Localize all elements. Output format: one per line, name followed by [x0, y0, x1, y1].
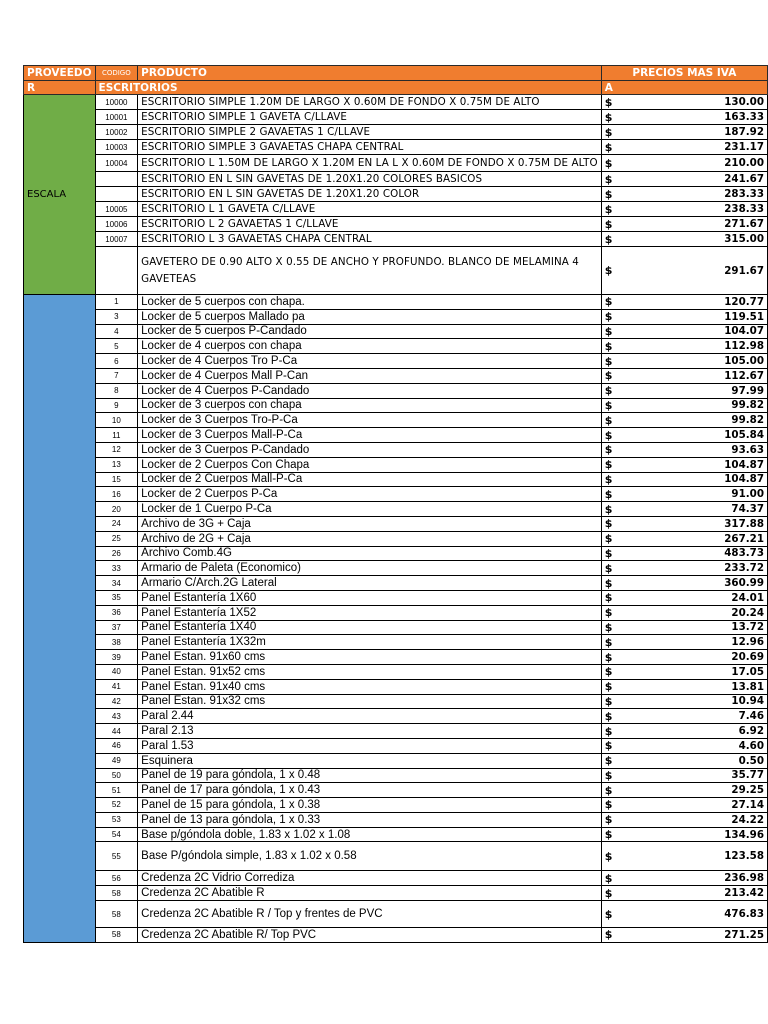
row-code: 40 — [95, 664, 138, 679]
currency-symbol: $ — [601, 442, 676, 457]
row-code: 56 — [95, 871, 138, 886]
row-product: ESCRITORIO L 2 GAVAETAS 1 C/LLAVE — [138, 217, 602, 232]
item-row — [24, 368, 768, 383]
currency-symbol: $ — [601, 110, 676, 125]
currency-symbol: $ — [601, 531, 676, 546]
row-price: 238.33 — [676, 202, 767, 217]
row-product: Locker de 4 cuerpos con chapa — [138, 339, 602, 354]
row-product: Panel Estantería 1X60 — [138, 590, 602, 605]
row-code: 35 — [95, 590, 138, 605]
currency-symbol: $ — [601, 620, 676, 635]
item-row — [24, 753, 768, 768]
desk-row — [24, 155, 768, 172]
row-product: ESCRITORIO L 1.50M DE LARGO X 1.20M EN LA L X 0.60M DE FONDO X 0.75M DE ALTO — [138, 155, 602, 172]
row-price: 112.67 — [676, 368, 767, 383]
row-price: 4.60 — [676, 738, 767, 753]
item-row — [24, 472, 768, 487]
currency-symbol: $ — [601, 768, 676, 783]
row-price: 24.01 — [676, 590, 767, 605]
currency-symbol: $ — [601, 709, 676, 724]
item-row — [24, 694, 768, 709]
row-price: 134.96 — [676, 827, 767, 842]
desk-row — [24, 202, 768, 217]
row-price: 231.17 — [676, 140, 767, 155]
row-code: 58 — [95, 928, 138, 943]
item-row — [24, 339, 768, 354]
row-product: Locker de 3 cuerpos con chapa — [138, 398, 602, 413]
row-price: 99.82 — [676, 413, 767, 428]
item-row — [24, 709, 768, 724]
row-spacer — [446, 140, 601, 155]
currency-symbol: $ — [601, 457, 676, 472]
row-code: 10007 — [95, 232, 138, 247]
row-code: 34 — [95, 576, 138, 591]
row-code: 38 — [95, 635, 138, 650]
row-product: GAVETERO DE 0.90 ALTO X 0.55 DE ANCHO Y PROFUNDO. BLANCO DE MELAMINA 4 GAVETEAS — [138, 247, 602, 295]
row-product: Credenza 2C Abatible R — [138, 886, 602, 901]
row-price: 20.69 — [676, 650, 767, 665]
row-code: 25 — [95, 531, 138, 546]
item-row — [24, 650, 768, 665]
item-row — [24, 620, 768, 635]
row-price: 7.46 — [676, 709, 767, 724]
header-precios-cont: A — [601, 81, 767, 95]
row-code: 41 — [95, 679, 138, 694]
row-code: 10000 — [95, 95, 138, 110]
item-row — [24, 783, 768, 798]
row-product: Credenza 2C Abatible R/ Top PVC — [138, 928, 602, 943]
currency-symbol: $ — [601, 635, 676, 650]
item-row — [24, 928, 768, 943]
row-product: Panel Estan. 91x60 cms — [138, 650, 602, 665]
desk-row — [24, 95, 768, 110]
row-price: 267.21 — [676, 531, 767, 546]
row-price: 213.42 — [676, 886, 767, 901]
currency-symbol: $ — [601, 901, 676, 928]
currency-symbol: $ — [601, 812, 676, 827]
row-price: 10.94 — [676, 694, 767, 709]
row-price: 104.87 — [676, 457, 767, 472]
currency-symbol: $ — [601, 694, 676, 709]
currency-symbol: $ — [601, 783, 676, 798]
row-product: Panel de 13 para góndola, 1 x 0.33 — [138, 812, 602, 827]
row-product: ESCRITORIO SIMPLE 3 GAVAETAS CHAPA CENTRAL — [138, 140, 447, 155]
item-row — [24, 442, 768, 457]
row-price: 104.87 — [676, 472, 767, 487]
row-product: Locker de 2 Cuerpos Mall-P-Ca — [138, 472, 602, 487]
row-product: ESCRITORIO L 3 GAVAETAS CHAPA CENTRAL — [138, 232, 602, 247]
row-product: Locker de 3 Cuerpos Mall-P-Ca — [138, 428, 602, 443]
row-code: 44 — [95, 724, 138, 739]
currency-symbol: $ — [601, 155, 676, 172]
desk-row — [24, 110, 768, 125]
price-list-table — [23, 65, 768, 943]
desk-row — [24, 232, 768, 247]
item-row — [24, 605, 768, 620]
row-price: 483.73 — [676, 546, 767, 561]
row-product: Locker de 5 cuerpos con chapa. — [138, 295, 602, 310]
item-row — [24, 354, 768, 369]
row-product: ESCRITORIO SIMPLE 1.20M DE LARGO X 0.60M DE FONDO X 0.75M DE ALTO — [138, 95, 602, 110]
row-price: 29.25 — [676, 783, 767, 798]
currency-symbol: $ — [601, 561, 676, 576]
currency-symbol: $ — [601, 428, 676, 443]
item-row — [24, 635, 768, 650]
row-product: Armario de Paleta (Economico) — [138, 561, 602, 576]
row-code: 24 — [95, 516, 138, 531]
row-price: 163.33 — [676, 110, 767, 125]
item-row — [24, 812, 768, 827]
currency-symbol: $ — [601, 590, 676, 605]
row-product: Panel Estan. 91x40 cms — [138, 679, 602, 694]
currency-symbol: $ — [601, 842, 676, 871]
row-code: 10004 — [95, 155, 138, 172]
row-product: Base p/góndola doble, 1.83 x 1.02 x 1.08 — [138, 827, 602, 842]
row-code: 10002 — [95, 125, 138, 140]
currency-symbol: $ — [601, 232, 676, 247]
row-price: 6.92 — [676, 724, 767, 739]
row-product: ESCRITORIO EN L SIN GAVETAS DE 1.20X1.20 COLOR — [138, 187, 602, 202]
currency-symbol: $ — [601, 487, 676, 502]
row-price: 210.00 — [676, 155, 767, 172]
item-row — [24, 295, 768, 310]
row-price: 104.07 — [676, 324, 767, 339]
currency-symbol: $ — [601, 516, 676, 531]
item-row — [24, 576, 768, 591]
currency-symbol: $ — [601, 368, 676, 383]
desk-row — [24, 217, 768, 232]
currency-symbol: $ — [601, 664, 676, 679]
row-price: 271.67 — [676, 217, 767, 232]
currency-symbol: $ — [601, 413, 676, 428]
currency-symbol: $ — [601, 472, 676, 487]
row-code: 58 — [95, 901, 138, 928]
item-row — [24, 428, 768, 443]
row-product: Locker de 4 Cuerpos P-Candado — [138, 383, 602, 398]
row-code: 43 — [95, 709, 138, 724]
row-price: 187.92 — [676, 125, 767, 140]
row-product: Panel de 19 para góndola, 1 x 0.48 — [138, 768, 602, 783]
item-row — [24, 309, 768, 324]
currency-symbol: $ — [601, 172, 676, 187]
currency-symbol: $ — [601, 827, 676, 842]
header-codigo: CODIGO — [95, 66, 138, 81]
header-producto: PRODUCTO — [138, 66, 602, 81]
item-row — [24, 664, 768, 679]
currency-symbol: $ — [601, 95, 676, 110]
row-code: 9 — [95, 398, 138, 413]
currency-symbol: $ — [601, 679, 676, 694]
row-price: 35.77 — [676, 768, 767, 783]
item-row — [24, 798, 768, 813]
row-price: 13.72 — [676, 620, 767, 635]
row-code: 58 — [95, 886, 138, 901]
header-proveedor-cont: R — [24, 81, 96, 95]
row-code: 51 — [95, 783, 138, 798]
currency-symbol: $ — [601, 546, 676, 561]
row-price: 0.50 — [676, 753, 767, 768]
row-price: 20.24 — [676, 605, 767, 620]
row-code: 10001 — [95, 110, 138, 125]
row-product: Panel Estantería 1X52 — [138, 605, 602, 620]
row-product: Locker de 5 cuerpos Mallado pa — [138, 309, 602, 324]
row-code: 49 — [95, 753, 138, 768]
currency-symbol: $ — [601, 309, 676, 324]
row-code: 37 — [95, 620, 138, 635]
desk-row — [24, 247, 768, 295]
row-product: ESCRITORIO EN L SIN GAVETAS DE 1.20X1.20 COLORES BASICOS — [138, 172, 602, 187]
currency-symbol: $ — [601, 576, 676, 591]
currency-symbol: $ — [601, 928, 676, 943]
row-code — [95, 187, 138, 202]
row-price: 317.88 — [676, 516, 767, 531]
currency-symbol: $ — [601, 886, 676, 901]
item-row — [24, 457, 768, 472]
item-row — [24, 679, 768, 694]
currency-symbol: $ — [601, 324, 676, 339]
row-product: Archivo de 3G + Caja — [138, 516, 602, 531]
currency-symbol: $ — [601, 125, 676, 140]
row-code: 10005 — [95, 202, 138, 217]
row-product: Panel Estantería 1X32m — [138, 635, 602, 650]
item-row — [24, 827, 768, 842]
row-code: 16 — [95, 487, 138, 502]
row-product: Base P/góndola simple, 1.83 x 1.02 x 0.58 — [138, 842, 602, 871]
item-row — [24, 724, 768, 739]
row-code — [95, 247, 138, 295]
row-price: 119.51 — [676, 309, 767, 324]
provider-escala: ESCALA — [24, 95, 96, 295]
desk-row — [24, 172, 768, 187]
provider-blank — [24, 295, 96, 943]
row-code: 5 — [95, 339, 138, 354]
item-row — [24, 502, 768, 517]
row-product: Paral 1.53 — [138, 738, 602, 753]
item-row — [24, 398, 768, 413]
currency-symbol: $ — [601, 140, 676, 155]
row-product: Locker de 3 Cuerpos P-Candado — [138, 442, 602, 457]
currency-symbol: $ — [601, 502, 676, 517]
currency-symbol: $ — [601, 753, 676, 768]
row-price: 99.82 — [676, 398, 767, 413]
row-spacer — [446, 125, 601, 140]
row-price: 27.14 — [676, 798, 767, 813]
row-code: 8 — [95, 383, 138, 398]
currency-symbol: $ — [601, 650, 676, 665]
row-price: 105.00 — [676, 354, 767, 369]
currency-symbol: $ — [601, 798, 676, 813]
row-code: 15 — [95, 472, 138, 487]
row-product: Credenza 2C Abatible R / Top y frentes de PVC — [138, 901, 602, 928]
section-row — [24, 81, 768, 95]
row-code: 7 — [95, 368, 138, 383]
row-product: Archivo Comb.4G — [138, 546, 602, 561]
row-product: Panel Estan. 91x52 cms — [138, 664, 602, 679]
row-code: 53 — [95, 812, 138, 827]
row-price: 123.58 — [676, 842, 767, 871]
row-code: 42 — [95, 694, 138, 709]
currency-symbol: $ — [601, 339, 676, 354]
row-code: 6 — [95, 354, 138, 369]
row-product: ESCRITORIO L 1 GAVETA C/LLAVE — [138, 202, 602, 217]
row-product: Locker de 1 Cuerpo P-Ca — [138, 502, 602, 517]
row-product: Panel de 15 para góndola, 1 x 0.38 — [138, 798, 602, 813]
row-price: 233.72 — [676, 561, 767, 576]
row-price: 476.83 — [676, 901, 767, 928]
row-price: 91.00 — [676, 487, 767, 502]
row-price: 236.98 — [676, 871, 767, 886]
item-row — [24, 886, 768, 901]
row-product: Armario C/Arch.2G Lateral — [138, 576, 602, 591]
row-product: Panel Estantería 1X40 — [138, 620, 602, 635]
currency-symbol: $ — [601, 738, 676, 753]
row-code: 10 — [95, 413, 138, 428]
currency-symbol: $ — [601, 724, 676, 739]
row-product: Locker de 4 Cuerpos Mall P-Can — [138, 368, 602, 383]
currency-symbol: $ — [601, 398, 676, 413]
section-title: ESCRITORIOS — [95, 81, 601, 95]
header-row — [24, 66, 768, 81]
row-price: 315.00 — [676, 232, 767, 247]
item-row — [24, 546, 768, 561]
row-product: Credenza 2C Vidrio Corrediza — [138, 871, 602, 886]
row-code: 33 — [95, 561, 138, 576]
row-price: 12.96 — [676, 635, 767, 650]
currency-symbol: $ — [601, 187, 676, 202]
item-row — [24, 383, 768, 398]
row-price: 24.22 — [676, 812, 767, 827]
row-code: 46 — [95, 738, 138, 753]
row-product: Locker de 2 Cuerpos Con Chapa — [138, 457, 602, 472]
item-row — [24, 901, 768, 928]
row-code — [95, 172, 138, 187]
row-price: 112.98 — [676, 339, 767, 354]
currency-symbol: $ — [601, 871, 676, 886]
item-row — [24, 871, 768, 886]
row-product: Esquinera — [138, 753, 602, 768]
row-product: Locker de 2 Cuerpos P-Ca — [138, 487, 602, 502]
row-code: 55 — [95, 842, 138, 871]
header-precios: PRECIOS MAS IVA — [601, 66, 767, 81]
row-code: 50 — [95, 768, 138, 783]
row-product: Locker de 3 Cuerpos Tro-P-Ca — [138, 413, 602, 428]
row-product: ESCRITORIO SIMPLE 1 GAVETA C/LLAVE — [138, 110, 447, 125]
row-code: 1 — [95, 295, 138, 310]
row-spacer — [446, 110, 601, 125]
row-code: 52 — [95, 798, 138, 813]
row-code: 10003 — [95, 140, 138, 155]
desk-row — [24, 140, 768, 155]
row-price: 241.67 — [676, 172, 767, 187]
row-code: 3 — [95, 309, 138, 324]
item-row — [24, 561, 768, 576]
desk-row — [24, 187, 768, 202]
row-code: 11 — [95, 428, 138, 443]
currency-symbol: $ — [601, 202, 676, 217]
currency-symbol: $ — [601, 383, 676, 398]
row-code: 10006 — [95, 217, 138, 232]
row-price: 93.63 — [676, 442, 767, 457]
currency-symbol: $ — [601, 247, 676, 295]
row-product: Archivo de 2G + Caja — [138, 531, 602, 546]
row-product: Paral 2.44 — [138, 709, 602, 724]
row-price: 105.84 — [676, 428, 767, 443]
row-price: 17.05 — [676, 664, 767, 679]
row-product: ESCRITORIO SIMPLE 2 GAVAETAS 1 C/LLAVE — [138, 125, 447, 140]
row-code: 4 — [95, 324, 138, 339]
header-proveedor: PROVEEDO — [24, 66, 96, 81]
item-row — [24, 842, 768, 871]
desk-row — [24, 125, 768, 140]
row-product: Panel Estan. 91x32 cms — [138, 694, 602, 709]
item-row — [24, 324, 768, 339]
row-code: 54 — [95, 827, 138, 842]
currency-symbol: $ — [601, 605, 676, 620]
row-product: Paral 2.13 — [138, 724, 602, 739]
item-row — [24, 413, 768, 428]
row-price: 271.25 — [676, 928, 767, 943]
row-price: 360.99 — [676, 576, 767, 591]
item-row — [24, 531, 768, 546]
row-code: 12 — [95, 442, 138, 457]
item-row — [24, 768, 768, 783]
item-row — [24, 487, 768, 502]
item-row — [24, 590, 768, 605]
item-row — [24, 516, 768, 531]
row-product: Locker de 5 cuerpos P-Candado — [138, 324, 602, 339]
row-price: 97.99 — [676, 383, 767, 398]
row-product: Locker de 4 Cuerpos Tro P-Ca — [138, 354, 602, 369]
row-code: 26 — [95, 546, 138, 561]
row-product: Panel de 17 para góndola, 1 x 0.43 — [138, 783, 602, 798]
row-code: 39 — [95, 650, 138, 665]
currency-symbol: $ — [601, 217, 676, 232]
row-price: 13.81 — [676, 679, 767, 694]
item-row — [24, 738, 768, 753]
row-price: 291.67 — [676, 247, 767, 295]
currency-symbol: $ — [601, 295, 676, 310]
row-code: 20 — [95, 502, 138, 517]
row-price: 120.77 — [676, 295, 767, 310]
row-price: 283.33 — [676, 187, 767, 202]
currency-symbol: $ — [601, 354, 676, 369]
row-price: 74.37 — [676, 502, 767, 517]
row-code: 13 — [95, 457, 138, 472]
row-code: 36 — [95, 605, 138, 620]
row-price: 130.00 — [676, 95, 767, 110]
